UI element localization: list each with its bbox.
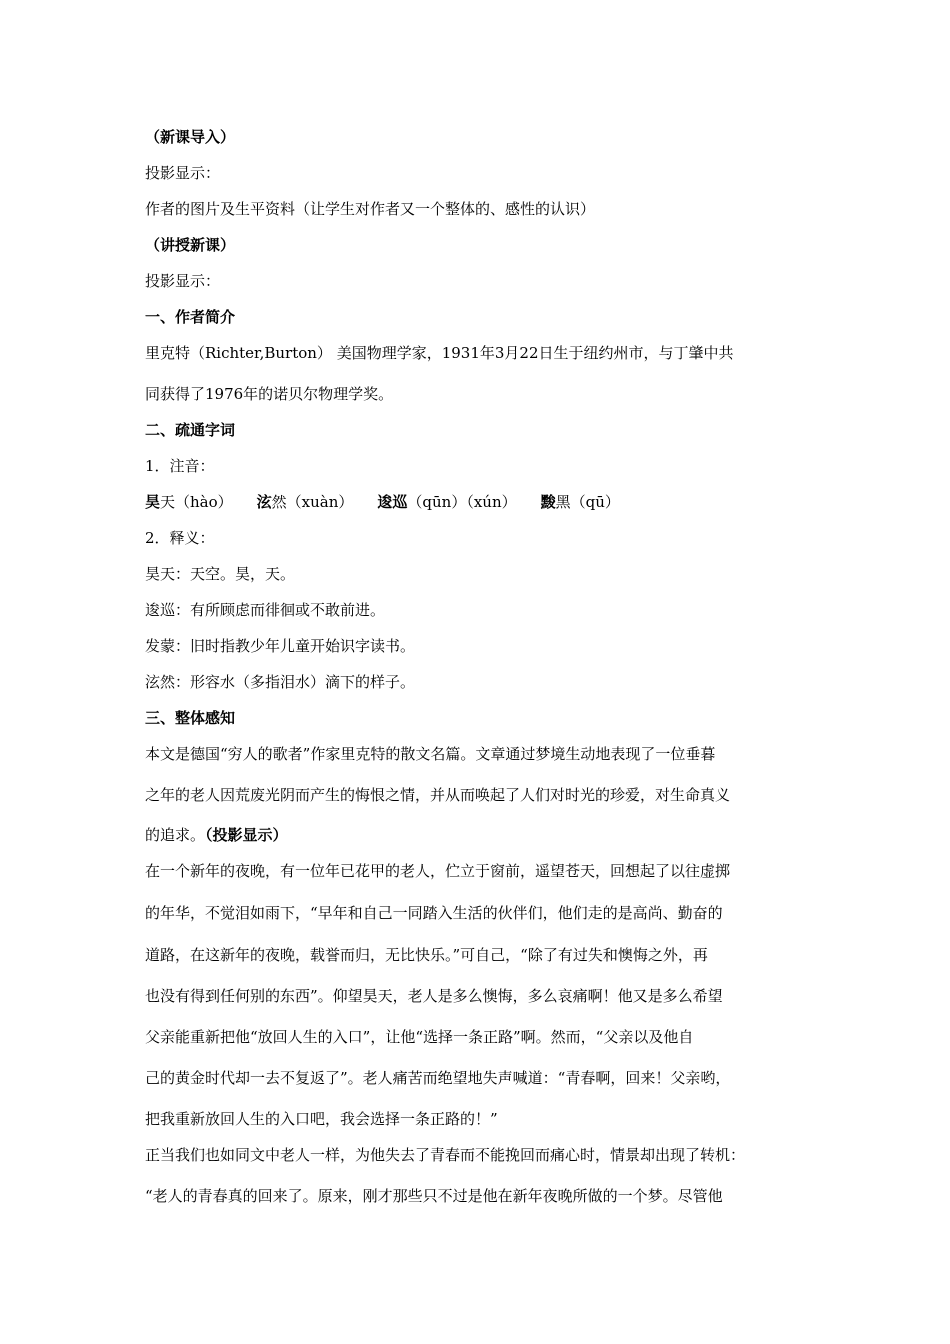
section-heading-intro: （新课导入） bbox=[145, 128, 236, 146]
pinyin-word-bold: 逡巡 bbox=[377, 493, 408, 511]
text-line: 1．注音： bbox=[145, 457, 215, 475]
text-line: 之年的老人因荒废光阴而产生的悔恨之情，并从而唤起了人们对时光的珍爱，对生命真义 bbox=[145, 786, 731, 804]
text-line: 己的黄金时代却一去不复返了”。老人痛苦而绝望地失声喊道：“青春啊，回来！父亲哟， bbox=[145, 1069, 731, 1087]
text-line: 昊天：天空。昊，天。 bbox=[145, 565, 296, 583]
text-line: 本文是德国“穷人的歌者”作家里克特的散文名篇。文章通过梦境生动地表现了一位垂暮 bbox=[145, 745, 716, 763]
section-heading-lesson: （讲授新课） bbox=[145, 236, 236, 254]
text-line: 2．释义： bbox=[145, 529, 215, 547]
text-run: 的追求。 bbox=[145, 826, 206, 844]
heading-author: 一、作者简介 bbox=[145, 308, 236, 326]
text-line: 把我重新放回人生的入口吧，我会选择一条正路的！” bbox=[145, 1110, 498, 1128]
pinyin-word-bold: 黢 bbox=[540, 493, 556, 511]
text-line: 道路，在这新年的夜晚，载誉而归，无比快乐。”可自己，“除了有过失和懊悔之外，再 bbox=[145, 946, 708, 964]
projection-label: （投影显示） bbox=[205, 826, 288, 844]
text-line: 泫然：形容水（多指泪水）滴下的样子。 bbox=[145, 673, 416, 691]
text-line: 投影显示： bbox=[145, 164, 221, 182]
text-line: 里克特（Richter,Burton） 美国物理学家，1931年3月22日生于纽约州市，与丁肇中共 bbox=[145, 344, 734, 362]
text-line: 投影显示： bbox=[145, 272, 221, 290]
heading-vocabulary: 二、疏通字词 bbox=[145, 421, 236, 439]
text-line: 正当我们也如同文中老人一样，为他失去了青春而不能挽回而痛心时，情景却出现了转机： bbox=[145, 1146, 746, 1164]
text-line: 发蒙：旧时指教少年儿童开始识字读书。 bbox=[145, 637, 416, 655]
text-line bbox=[145, 825, 288, 845]
text-line: 作者的图片及生平资料（让学生对作者又一个整体的、感性的认识） bbox=[145, 200, 596, 218]
pinyin-word-rest: 黑（qū） bbox=[555, 493, 620, 511]
text-line: 的年华，不觉泪如雨下，“早年和自己一同踏入生活的伙伴们，他们走的是高尚、勤奋的 bbox=[145, 904, 723, 922]
pinyin-word-bold: 昊 bbox=[145, 493, 161, 511]
text-line: 也没有得到任何别的东西”。仰望昊天，老人是多么懊悔，多么哀痛啊！他又是多么希望 bbox=[145, 987, 723, 1005]
heading-overview: 三、整体感知 bbox=[145, 709, 236, 727]
pinyin-word-rest: 然（xuàn） bbox=[271, 493, 354, 511]
text-line: 逡巡：有所顾虑而徘徊或不敢前进。 bbox=[145, 601, 386, 619]
pinyin-line bbox=[145, 492, 620, 512]
pinyin-word-rest: （qūn）（xún） bbox=[407, 493, 517, 511]
text-line: 同获得了1976年的诺贝尔物理学奖。 bbox=[145, 385, 394, 403]
text-line: “老人的青春真的回来了。原来，刚才那些只不过是他在新年夜晚所做的一个梦。尽管他 bbox=[145, 1187, 723, 1205]
text-line: 父亲能重新把他“放回人生的入口”，让他“选择一条正路”啊。然而，“父亲以及他自 bbox=[145, 1028, 694, 1046]
pinyin-word-bold: 泫 bbox=[256, 493, 272, 511]
pinyin-word-rest: 天（hào） bbox=[160, 493, 233, 511]
text-line: 在一个新年的夜晚，有一位年已花甲的老人，伫立于窗前，遥望苍天，回想起了以往虚掷 bbox=[145, 862, 731, 880]
